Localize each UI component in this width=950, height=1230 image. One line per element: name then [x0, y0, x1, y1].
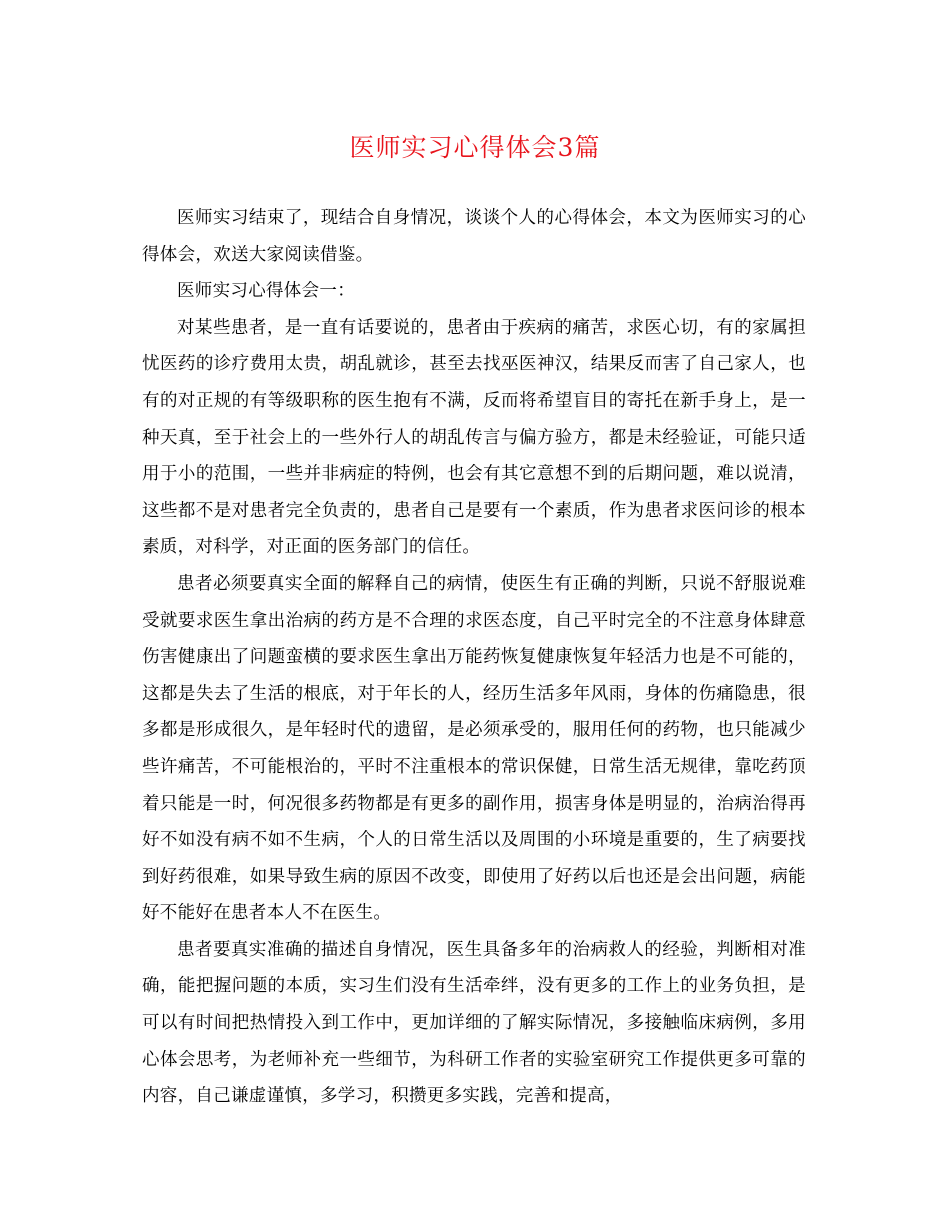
- paragraph-body-3: 患者要真实准确的描述自身情况，医生具备多年的治病救人的经验，判断相对准确，能把握问题的本质，实习生们没有生活牵绊，没有更多的工作上的业务负担，是可以有时间把热情投入到工作中，更加详细的了解实际情况，多接触临床病例，多用心体会思考，为老师补充一些细节，为科研工作者的实验室研究工作提供更多可靠的内容，自己谦虚谨慎，多学习，积攒更多实践，完善和提高，: [142, 939, 806, 1107]
- paragraph-intro: 医师实习结束了，现结合自身情况，谈谈个人的心得体会，本文为医师实习的心得体会，欢送大家阅读借鉴。: [142, 208, 806, 265]
- document-body: [142, 200, 806, 1115]
- document-title: 医师实习心得体会3篇: [349, 133, 601, 162]
- paragraph-body-2: 患者必须要真实全面的解释自己的病情，使医生有正确的判断，只说不舒服说难受就要求医生拿出治病的药方是不合理的求医态度，自己平时完全的不注意身体肆意伤害健康出了问题蛮横的要求医生拿出万能药恢复健康恢复年轻活力也是不可能的，这都是失去了生活的根底，对于年长的人，经历生活多年风雨，身体的伤痛隐患，很多都是形成很久，是年轻时代的遗留，是必须承受的，服用任何的药物，也只能减少些许痛苦，不可能根治的，平时不注重根本的常识保健，日常生活无规律，靠吃药顶着只能是一时，何况很多药物都是有更多的副作用，损害身体是明显的，治病治得再好不如没有病不如不生病，个人的日常生活以及周围的小环境是重要的，生了病要找到好药很难，如果导致生病的原因不改变，即使用了好药以后也还是会出问题，病能好不能好在患者本人不在医生。: [142, 573, 806, 924]
- paragraph-body-1: 对某些患者，是一直有话要说的，患者由于疾病的痛苦，求医心切，有的家属担忧医药的诊疗费用太贵，胡乱就诊，甚至去找巫医神汉，结果反而害了自己家人，也有的对正规的有等级职称的医生抱有不满，反而将希望盲目的寄托在新手身上，是一种天真，至于社会上的一些外行人的胡乱传言与偏方验方，都是未经验证，可能只适用于小的范围，一些并非病症的特例，也会有其它意想不到的后期问题，难以说清，这些都不是对患者完全负责的，患者自己是要有一个素质，作为患者求医问诊的根本素质，对科学，对正面的医务部门的信任。: [142, 317, 806, 558]
- paragraph-section-heading: 医师实习心得体会一：: [177, 281, 355, 302]
